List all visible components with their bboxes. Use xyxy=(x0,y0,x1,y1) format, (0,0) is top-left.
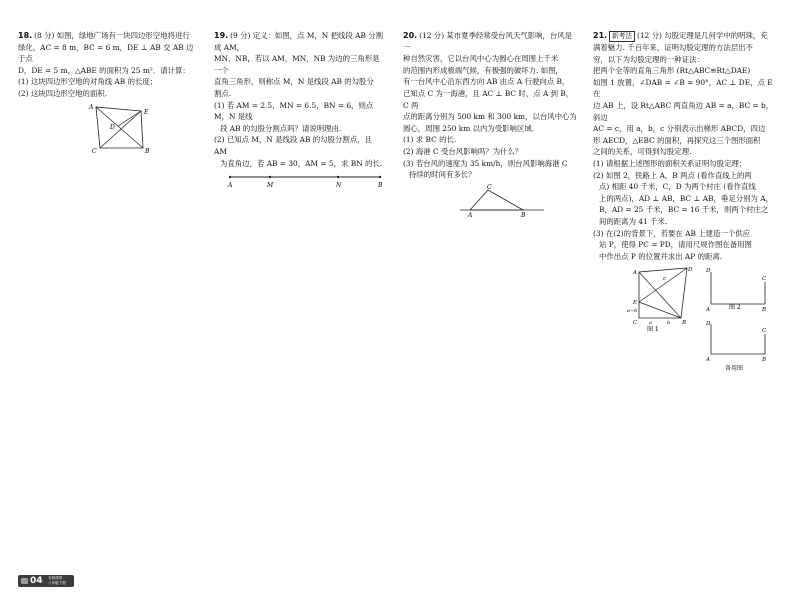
question-line: (3) 在(2)的背景下，若要在 AB 上建造一个供应 xyxy=(593,228,751,238)
question-line: B，AD = 25 千米，BC = 16 千米，则两个村庄之 xyxy=(599,205,769,215)
question-line: (1) 请根据上述图形的面积关系证明勾股定理； xyxy=(593,158,747,168)
figures-row xyxy=(593,266,775,376)
question-line: 圆心，周围 250 km 以内为受影响区域. xyxy=(403,123,535,133)
point-label: B xyxy=(762,307,767,314)
point-label: D xyxy=(110,123,115,131)
book-logo-icon xyxy=(21,578,28,584)
question-line: (1) 这块四边形空地的对角线 AB 的长度； xyxy=(18,77,158,87)
point-label: B xyxy=(762,357,767,364)
question-line: 满着魅力. 千百年来，证明勾股定理的方法层出不 xyxy=(593,43,753,52)
question-number: 21. xyxy=(593,31,608,40)
point-label: A xyxy=(706,307,710,314)
point-label: C xyxy=(762,328,767,335)
segment-label: a xyxy=(649,320,652,327)
segment-figure xyxy=(226,171,386,191)
point-label: A xyxy=(706,357,710,364)
question-19 xyxy=(214,30,386,195)
point-label: C xyxy=(92,147,97,154)
point-label: C xyxy=(487,183,492,191)
figure-2-railway xyxy=(705,266,771,324)
segment-label: b xyxy=(667,320,671,327)
footer-series-text: 名校课堂 八年级下册 xyxy=(48,576,66,585)
question-line: 边 AB 上，设 Rt△ABC 两直角边 AB = a，BC = b，斜边 xyxy=(593,100,774,122)
figure-caption: 备用图 xyxy=(725,365,744,373)
question-number: 20. xyxy=(403,31,418,40)
question-line: 把两个全等的直角三角形 (Rt△ABC≌Rt△DAE) xyxy=(593,66,751,76)
question-number: 19. xyxy=(214,31,229,40)
point-label: D xyxy=(688,267,693,274)
segment-label: a−b xyxy=(627,308,638,315)
question-line: 中作出点 P 的位置并求出 AP 的距离. xyxy=(599,251,723,261)
page-number: 04 xyxy=(30,576,43,586)
new-method-badge: 新考法 xyxy=(609,31,635,42)
question-line: 间的距离为 41 千米. xyxy=(599,216,668,226)
question-line: (12 分) 勾股定理是几何学中的明珠，充 xyxy=(636,31,768,40)
segment-label: c xyxy=(663,276,667,283)
question-line: (8 分) 如图，绿地广场有一块四边形空地将进行 xyxy=(34,31,190,40)
question-line: (1) 若 AM = 2.5，MN = 6.5，BN = 6，则点 M，N 是线 xyxy=(214,100,374,122)
question-line: 穷，以下为勾股定理的一种证法： xyxy=(593,54,704,64)
question-number: 18. xyxy=(18,31,33,40)
question-line: 绿化，AC = 8 m，BC = 6 m，DE ⊥ AB 交 AB 边于点 xyxy=(18,42,194,64)
question-line: 上的两点)，AD ⊥ AB，BC ⊥ AB，垂足分别为 A， xyxy=(599,193,773,203)
quadrilateral-figure xyxy=(88,102,158,154)
point-label: B xyxy=(378,182,383,190)
question-line: (9 分) 定义：如图，点 M，N 把线段 AB 分割成 AM， xyxy=(214,31,384,52)
typhoon-triangle-figure xyxy=(458,183,548,219)
point-label: E xyxy=(144,108,149,116)
question-line: 有一台风中心沿东西方向 AB 由点 A 行驶向点 B， xyxy=(403,77,570,87)
question-line: MN，NB，若以 AM，MN，NB 为边的三角形是一个 xyxy=(214,54,380,75)
question-line: 为直角边，若 AB = 30，AM = 5，求 BN 的长. xyxy=(220,158,383,168)
question-line: (3) 若台风的速度为 35 km/h，则台风影响海港 C xyxy=(403,158,568,168)
question-line: (1) 求 BC 的长. xyxy=(403,135,457,145)
question-line: AC = c，用 a，b，c 分别表示出梯形 ABCD，四边 xyxy=(593,124,766,134)
question-line: 之间的关系，可得到勾股定理. xyxy=(593,147,692,157)
question-line: 已知点 C 为一海港，且 AC ⊥ BC 时，点 A 到 B，C 两 xyxy=(403,88,574,110)
question-line: (2) 已知点 M，N 是线段 AB 的勾股分割点，且 AM xyxy=(214,135,372,156)
figure-1-trapezoid xyxy=(627,266,707,332)
question-18 xyxy=(18,30,198,157)
point-label: A xyxy=(468,211,473,219)
question-line: 割点. xyxy=(214,88,232,98)
question-line: 的范围内形成极端气候，有极强的破坏力. 如图， xyxy=(403,65,563,75)
point-label: C xyxy=(762,276,767,283)
page-number-tab xyxy=(18,575,74,587)
point-label: B xyxy=(521,211,526,219)
question-line: 站 P，使得 PC = PD，请用尺规作图在备用图 xyxy=(599,240,752,250)
figure-backup xyxy=(705,320,771,374)
point-label: A xyxy=(89,103,94,111)
question-line: 持续的时间有多长？ xyxy=(409,170,476,180)
question-line: (2) 如图 2，铁路上 A，B 两点 (看作直线上的两 xyxy=(593,170,752,180)
point-label: A xyxy=(228,182,233,190)
question-line: 种自然灾害，它以台风中心为圆心在周围上千米 xyxy=(403,54,559,64)
point-label: C xyxy=(633,320,638,327)
question-20 xyxy=(403,30,578,222)
question-line: 如图 1 放置，∠DAB = ∠B = 90°，AC ⊥ DE，点 E 在 xyxy=(593,77,773,99)
question-21 xyxy=(593,30,775,376)
point-label: B xyxy=(145,147,150,154)
figure-caption: 图 1 xyxy=(647,326,659,333)
question-line: 形 AECD，△EBC 的面积，再探究这三个图形面积 xyxy=(593,135,761,145)
point-label: B xyxy=(682,320,687,327)
question-line: 点的距离分别为 500 km 和 300 km，以台风中心为 xyxy=(403,112,577,122)
point-label: E xyxy=(633,300,638,307)
point-label: N xyxy=(336,182,342,190)
point-label: D xyxy=(706,321,711,328)
question-line: 段 AB 的勾股分割点吗？请说明理由. xyxy=(220,123,342,133)
point-label: D xyxy=(706,268,711,275)
point-label: M xyxy=(267,182,274,190)
point-label: A xyxy=(633,270,637,277)
question-line: D，DE = 5 m，△ABE 的面积为 25 m²．请计算： xyxy=(18,65,190,75)
question-line: 直角三角形，则称点 M，N 是线段 AB 的勾股分 xyxy=(214,77,374,87)
question-line: 点) 相距 40 千米，C，D 为两个村庄 (看作直线 xyxy=(599,182,756,192)
figure-caption: 图 2 xyxy=(729,304,741,312)
question-line: (2) 海港 C 受台风影响吗？为什么？ xyxy=(403,146,523,156)
question-line: (12 分) 某市夏季经常受台风天气影响，台风是一 xyxy=(403,31,573,52)
question-line: (2) 这块四边形空地的面积. xyxy=(18,88,108,98)
